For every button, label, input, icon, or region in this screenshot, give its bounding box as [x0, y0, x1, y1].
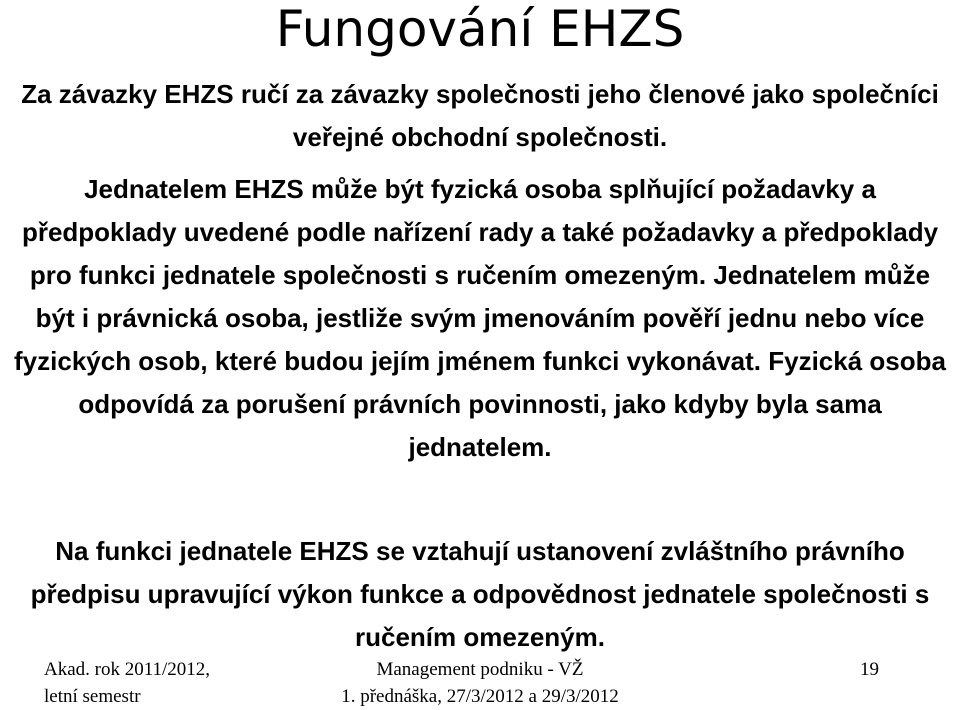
footer-academic-year [44, 656, 210, 710]
paragraph-manager: Jednatelem EHZS může být fyzická osoba splňující požadavky a předpoklady uvedené podle nařízení rady a také požadavky a předpoklady pro funkci jednatele společnosti s ručením omezeným. Jednatelem může být i právnická osoba, jestliže svým jmenováním pověří jednu nebo více fyzických osob, které budou jejím jménem funkci vykonávat. Fyzická osoba odpovídá za porušení právních povinnosti, jako kdyby byla sama jednatelem. [14, 174, 946, 462]
footer-academic-year-line2: letní semestr [44, 686, 141, 707]
paragraph-legal-provisions: Na funkci jednatele EHZS se vztahují ustanovení zvláštního právního předpisu upravující výkon funkce a odpovědnost jednatele společnosti s ručením omezeným. [30, 536, 930, 652]
footer-academic-year-line1: Akad. rok 2011/2012, [44, 659, 211, 680]
footer-lecture-date: 1. přednáška, 27/3/2012 a 29/3/2012 [341, 686, 619, 707]
page-number: 19 [860, 659, 879, 680]
slide-title: Fungování EHZS [275, 0, 685, 58]
paragraph-liability: Za závazky EHZS ručí za závazky společnosti jeho členové jako společníci veřejné obchodní společnosti. [21, 79, 939, 152]
footer-course-name: Management podniku - VŽ [376, 659, 584, 680]
footer-course-info [330, 656, 630, 710]
